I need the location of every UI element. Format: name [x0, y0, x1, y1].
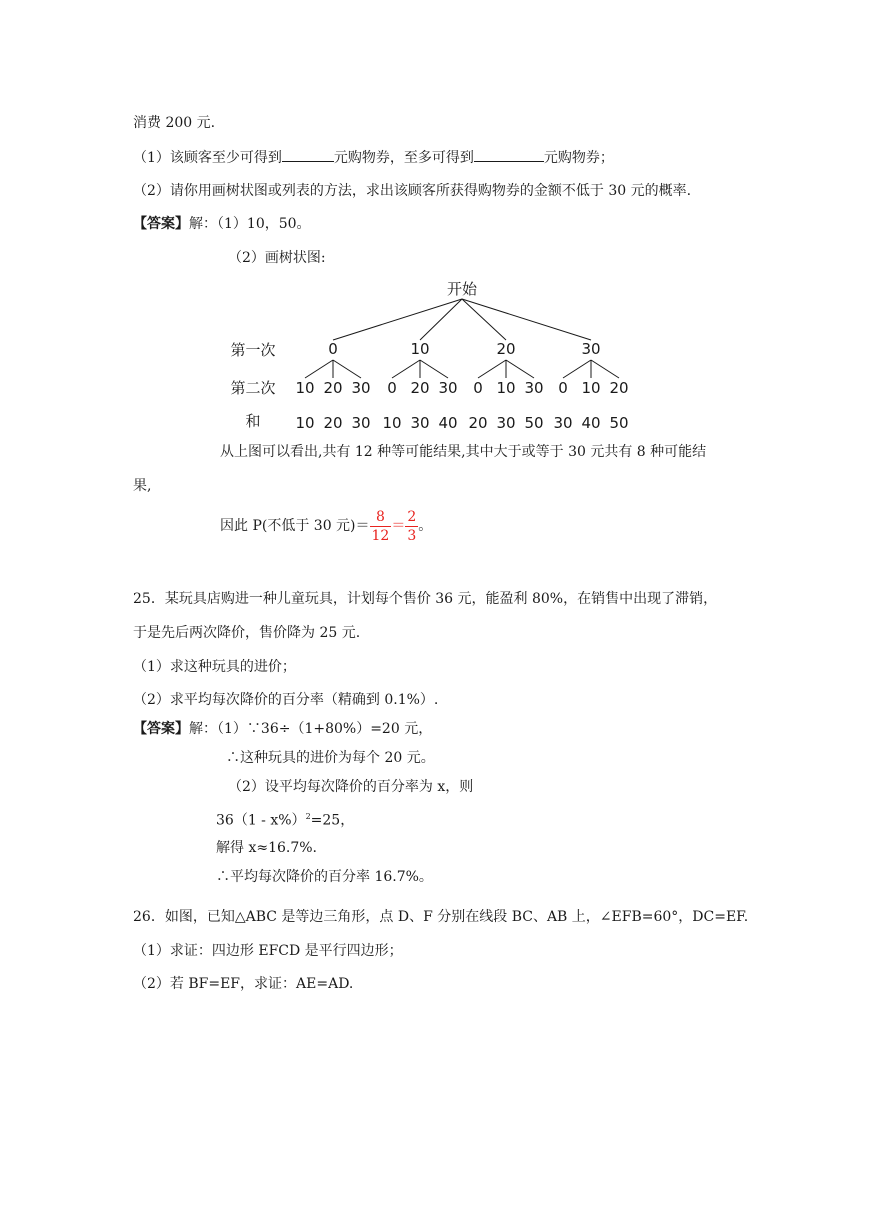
tree-first-node: 0 [328, 340, 338, 358]
tree-second-node: 10 [496, 379, 516, 397]
tree-sum-node: 40 [438, 414, 458, 432]
q25-stem-2: 于是先后两次降价，售价降为 25 元. [133, 625, 361, 641]
q25-answer-3: （2）设平均每次降价的百分率为 x，则 [228, 779, 474, 795]
tree-branch-line [333, 299, 462, 340]
q24-part1 [133, 147, 614, 168]
tree-row-label: 和 [245, 412, 261, 430]
tree-sum-node: 10 [295, 414, 315, 432]
q24-part1-text-b: 元购物券，至多可得到 [333, 150, 474, 166]
tree-branch-line [591, 360, 619, 378]
tree-sum-node: 10 [382, 414, 402, 432]
tree-sum-node: 30 [496, 414, 516, 432]
q24-answer-2: （2）画树状图: [228, 250, 326, 266]
tree-second-node: 10 [581, 379, 601, 397]
q25-part1: （1）求这种玩具的进价； [133, 659, 296, 675]
tree-first-node: 20 [496, 340, 516, 358]
tree-second-node: 0 [387, 379, 397, 397]
q24-conclusion-1: 从上图可以看出,共有 12 种等可能结果,其中大于或等于 30 元共有 8 种可能结 [220, 444, 707, 460]
tree-branch-line [462, 299, 591, 340]
q25-answer-2: ∴这种玩具的进价为每个 20 元。 [226, 750, 435, 766]
tree-second-node: 20 [323, 379, 343, 397]
tree-sum-node: 30 [553, 414, 573, 432]
tree-diagram [0, 270, 869, 440]
q24-answer-1: 解：（1）10，50。 [189, 216, 311, 232]
answer-blank-min[interactable] [282, 147, 334, 162]
exponent: 2 [305, 812, 311, 821]
tree-branch-line [392, 360, 420, 378]
prob-end: 。 [418, 518, 433, 534]
q26-part2: （2）若 BF=EF，求证：AE=AD. [133, 976, 354, 992]
tree-second-node: 20 [410, 379, 430, 397]
tree-branch-line [462, 299, 506, 340]
tree-row-label: 第一次 [230, 341, 276, 359]
tree-second-node: 30 [524, 379, 544, 397]
answer-blank-max[interactable] [474, 147, 544, 162]
equation-left: 36（1 - x%） [216, 812, 306, 829]
q24-part1-text-a: （1）该顾客至少可得到 [133, 150, 282, 166]
answer-tag: 【答案】 [133, 216, 189, 232]
q25-answer-4 [216, 807, 354, 831]
tree-branch-line [563, 360, 591, 378]
prob-eq: ＝ [391, 518, 406, 534]
tree-second-node: 10 [295, 379, 315, 397]
q25-answer-5: 解得 x≈16.7%. [216, 840, 318, 856]
frac1-den: 12 [371, 527, 390, 544]
q24-part2: （2）请你用画树状图或列表的方法，求出该顾客所获得购物券的金额不低于 30 元的概率. [133, 183, 692, 199]
q26-part1: （1）求证：四边形 EFCD 是平行四边形； [133, 943, 403, 959]
tree-sum-node: 30 [410, 414, 430, 432]
tree-root-label: 开始 [446, 280, 478, 298]
tree-branch-line [305, 360, 333, 378]
q24-probability [220, 506, 432, 546]
tree-first-node: 10 [410, 340, 430, 358]
q24-conclusion-2: 果, [133, 478, 152, 494]
q24-stem-end: 消费 200 元. [133, 115, 216, 131]
tree-sum-node: 50 [524, 414, 544, 432]
tree-first-node: 30 [581, 340, 601, 358]
frac1-num: 8 [370, 508, 392, 527]
tree-branch-line [420, 360, 448, 378]
fraction-2-3 [405, 508, 418, 545]
q25-answer-1: 解：（1）∵36÷（1+80%）=20 元， [189, 721, 433, 737]
tree-second-node: 0 [473, 379, 483, 397]
frac2-num: 2 [407, 508, 417, 525]
tree-second-node: 30 [351, 379, 371, 397]
tree-branch-line [478, 360, 506, 378]
tree-sum-node: 20 [468, 414, 488, 432]
tree-second-node: 0 [558, 379, 568, 397]
tree-branch-line [333, 360, 361, 378]
q24-part1-text-c: 元购物券； [543, 150, 614, 166]
tree-sum-node: 20 [323, 414, 343, 432]
tree-second-node: 20 [609, 379, 629, 397]
tree-second-node: 30 [438, 379, 458, 397]
equation-right: =25， [310, 812, 355, 829]
answer-tag: 【答案】 [133, 721, 189, 737]
q25-part2: （2）求平均每次降价的百分率（精确到 0.1%）. [133, 692, 439, 708]
frac2-den: 3 [407, 527, 417, 544]
tree-sum-node: 30 [351, 414, 371, 432]
fraction-8-12 [370, 508, 392, 545]
tree-sum-node: 40 [581, 414, 601, 432]
q25-stem-1: 25．某玩具店购进一种儿童玩具，计划每个售价 36 元，能盈利 80%，在销售中出现了滞销， [133, 591, 718, 607]
q24-answer [133, 214, 311, 234]
q25-answer [133, 719, 432, 739]
tree-row-label: 第二次 [230, 379, 276, 397]
tree-sum-node: 50 [609, 414, 629, 432]
q25-answer-6: ∴平均每次降价的百分率 16.7%。 [216, 869, 433, 885]
q26-stem: 26．如图，已知△ABC 是等边三角形，点 D、F 分别在线段 BC、AB 上，∠EFB=60°，DC=EF. [133, 909, 749, 925]
prob-prefix: 因此 P(不低于 30 元)＝ [220, 518, 370, 534]
tree-branch-line [506, 360, 534, 378]
